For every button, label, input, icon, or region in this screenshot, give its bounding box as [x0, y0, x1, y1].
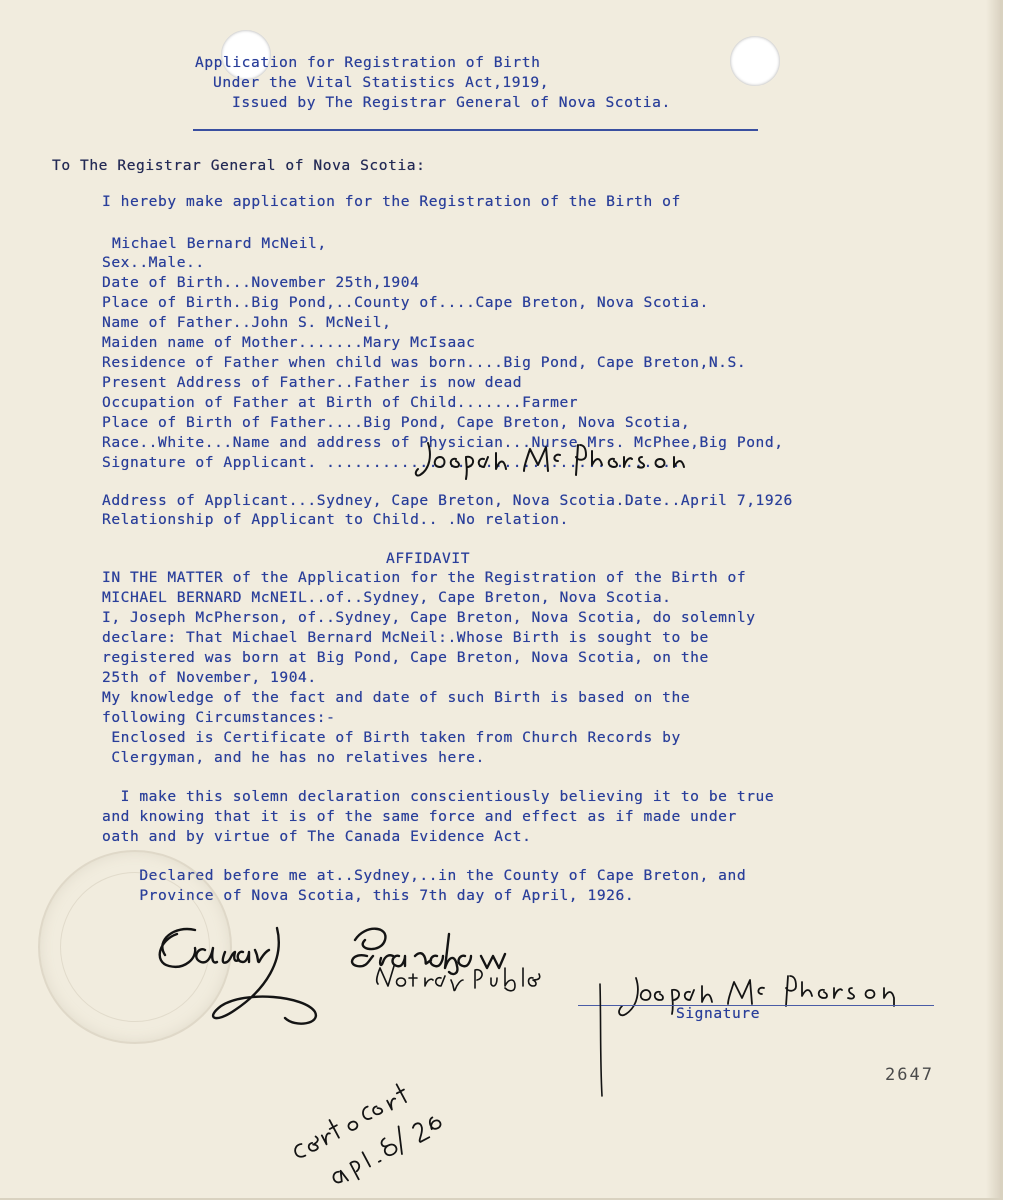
declared-before-line: Province of Nova Scotia, this 7th day of April, 1926.: [102, 887, 635, 904]
declaration-line: I make this solemn declaration conscientiously believing it to be true: [102, 788, 775, 805]
field-date-of-birth: Date of Birth...November 25th,1904: [102, 274, 420, 291]
page-edge-shadow: [986, 0, 1000, 1198]
affidavit-line: IN THE MATTER of the Application for the Registration of the Birth of: [102, 569, 747, 586]
file-number: 2647: [885, 1065, 934, 1085]
affidavit-line: following Circumstances:-: [102, 709, 336, 726]
affidavit-line: declare: That Michael Bernard McNeil:.Whose Birth is sought to be: [102, 629, 709, 646]
field-father-name: Name of Father..John S. McNeil,: [102, 314, 392, 331]
field-sex: Sex..Male..: [102, 254, 205, 271]
child-name: Michael Bernard McNeil,: [112, 235, 327, 252]
header-issuer: Issued by The Registrar General of Nova Scotia.: [232, 94, 671, 111]
header-act: Under the Vital Statistics Act,1919,: [213, 74, 550, 91]
signature-caption: Signature: [676, 1005, 761, 1022]
affidavit-line: My knowledge of the fact and date of such Birth is based on the: [102, 689, 691, 706]
field-race-physician: Race..White...Name and address of Physician...Nurse Mrs. McPhee,Big Pond,: [102, 434, 784, 451]
header-title: Application for Registration of Birth: [195, 54, 541, 71]
affidavit-line: Enclosed is Certificate of Birth taken from Church Records by: [102, 729, 681, 746]
punch-hole-right: [730, 36, 780, 86]
applicant-relationship: Relationship of Applicant to Child.. .No relation.: [102, 511, 569, 528]
field-mother-maiden-name: Maiden name of Mother.......Mary McIsaac: [102, 334, 476, 351]
declared-before-line: Declared before me at..Sydney,..in the County of Cape Breton, and: [102, 867, 747, 884]
affidavit-line: I, Joseph McPherson, of..Sydney, Cape Breton, Nova Scotia, do solemnly: [102, 609, 756, 626]
affidavit-line: MICHAEL BERNARD McNEIL..of..Sydney, Cape Breton, Nova Scotia.: [102, 589, 672, 606]
intro-text: I hereby make application for the Registration of the Birth of: [102, 193, 681, 210]
declaration-line: and knowing that it is of the same force and effect as if made under: [102, 808, 737, 825]
affidavit-line: registered was born at Big Pond, Cape Breton, Nova Scotia, on the: [102, 649, 709, 666]
salutation: To The Registrar General of Nova Scotia:: [52, 157, 426, 174]
notary-signature-handwritten: [145, 900, 565, 1050]
header-rule: [193, 129, 758, 131]
margin-note-handwritten: [270, 1040, 490, 1160]
field-father-occupation: Occupation of Father at Birth of Child.......Farmer: [102, 394, 579, 411]
affidavit-line: Clergyman, and he has no relatives here.: [102, 749, 485, 766]
field-father-residence: Residence of Father when child was born....Big Pond, Cape Breton,N.S.: [102, 354, 747, 371]
applicant-address: Address of Applicant...Sydney, Cape Breton, Nova Scotia.Date..April 7,1926: [102, 492, 793, 509]
field-applicant-signature-line: Signature of Applicant. ......................................: [102, 454, 681, 471]
field-father-address: Present Address of Father..Father is now dead: [102, 374, 523, 391]
affidavit-heading: AFFIDAVIT: [386, 550, 471, 567]
pencil-stroke: [592, 980, 612, 1100]
field-place-of-birth: Place of Birth..Big Pond,..County of....Cape Breton, Nova Scotia.: [102, 294, 709, 311]
affidavit-line: 25th of November, 1904.: [102, 669, 317, 686]
declaration-line: oath and by virtue of The Canada Evidence Act.: [102, 828, 532, 845]
field-father-birthplace: Place of Birth of Father....Big Pond, Cape Breton, Nova Scotia,: [102, 414, 691, 431]
applicant-signature-handwritten: [410, 435, 710, 485]
